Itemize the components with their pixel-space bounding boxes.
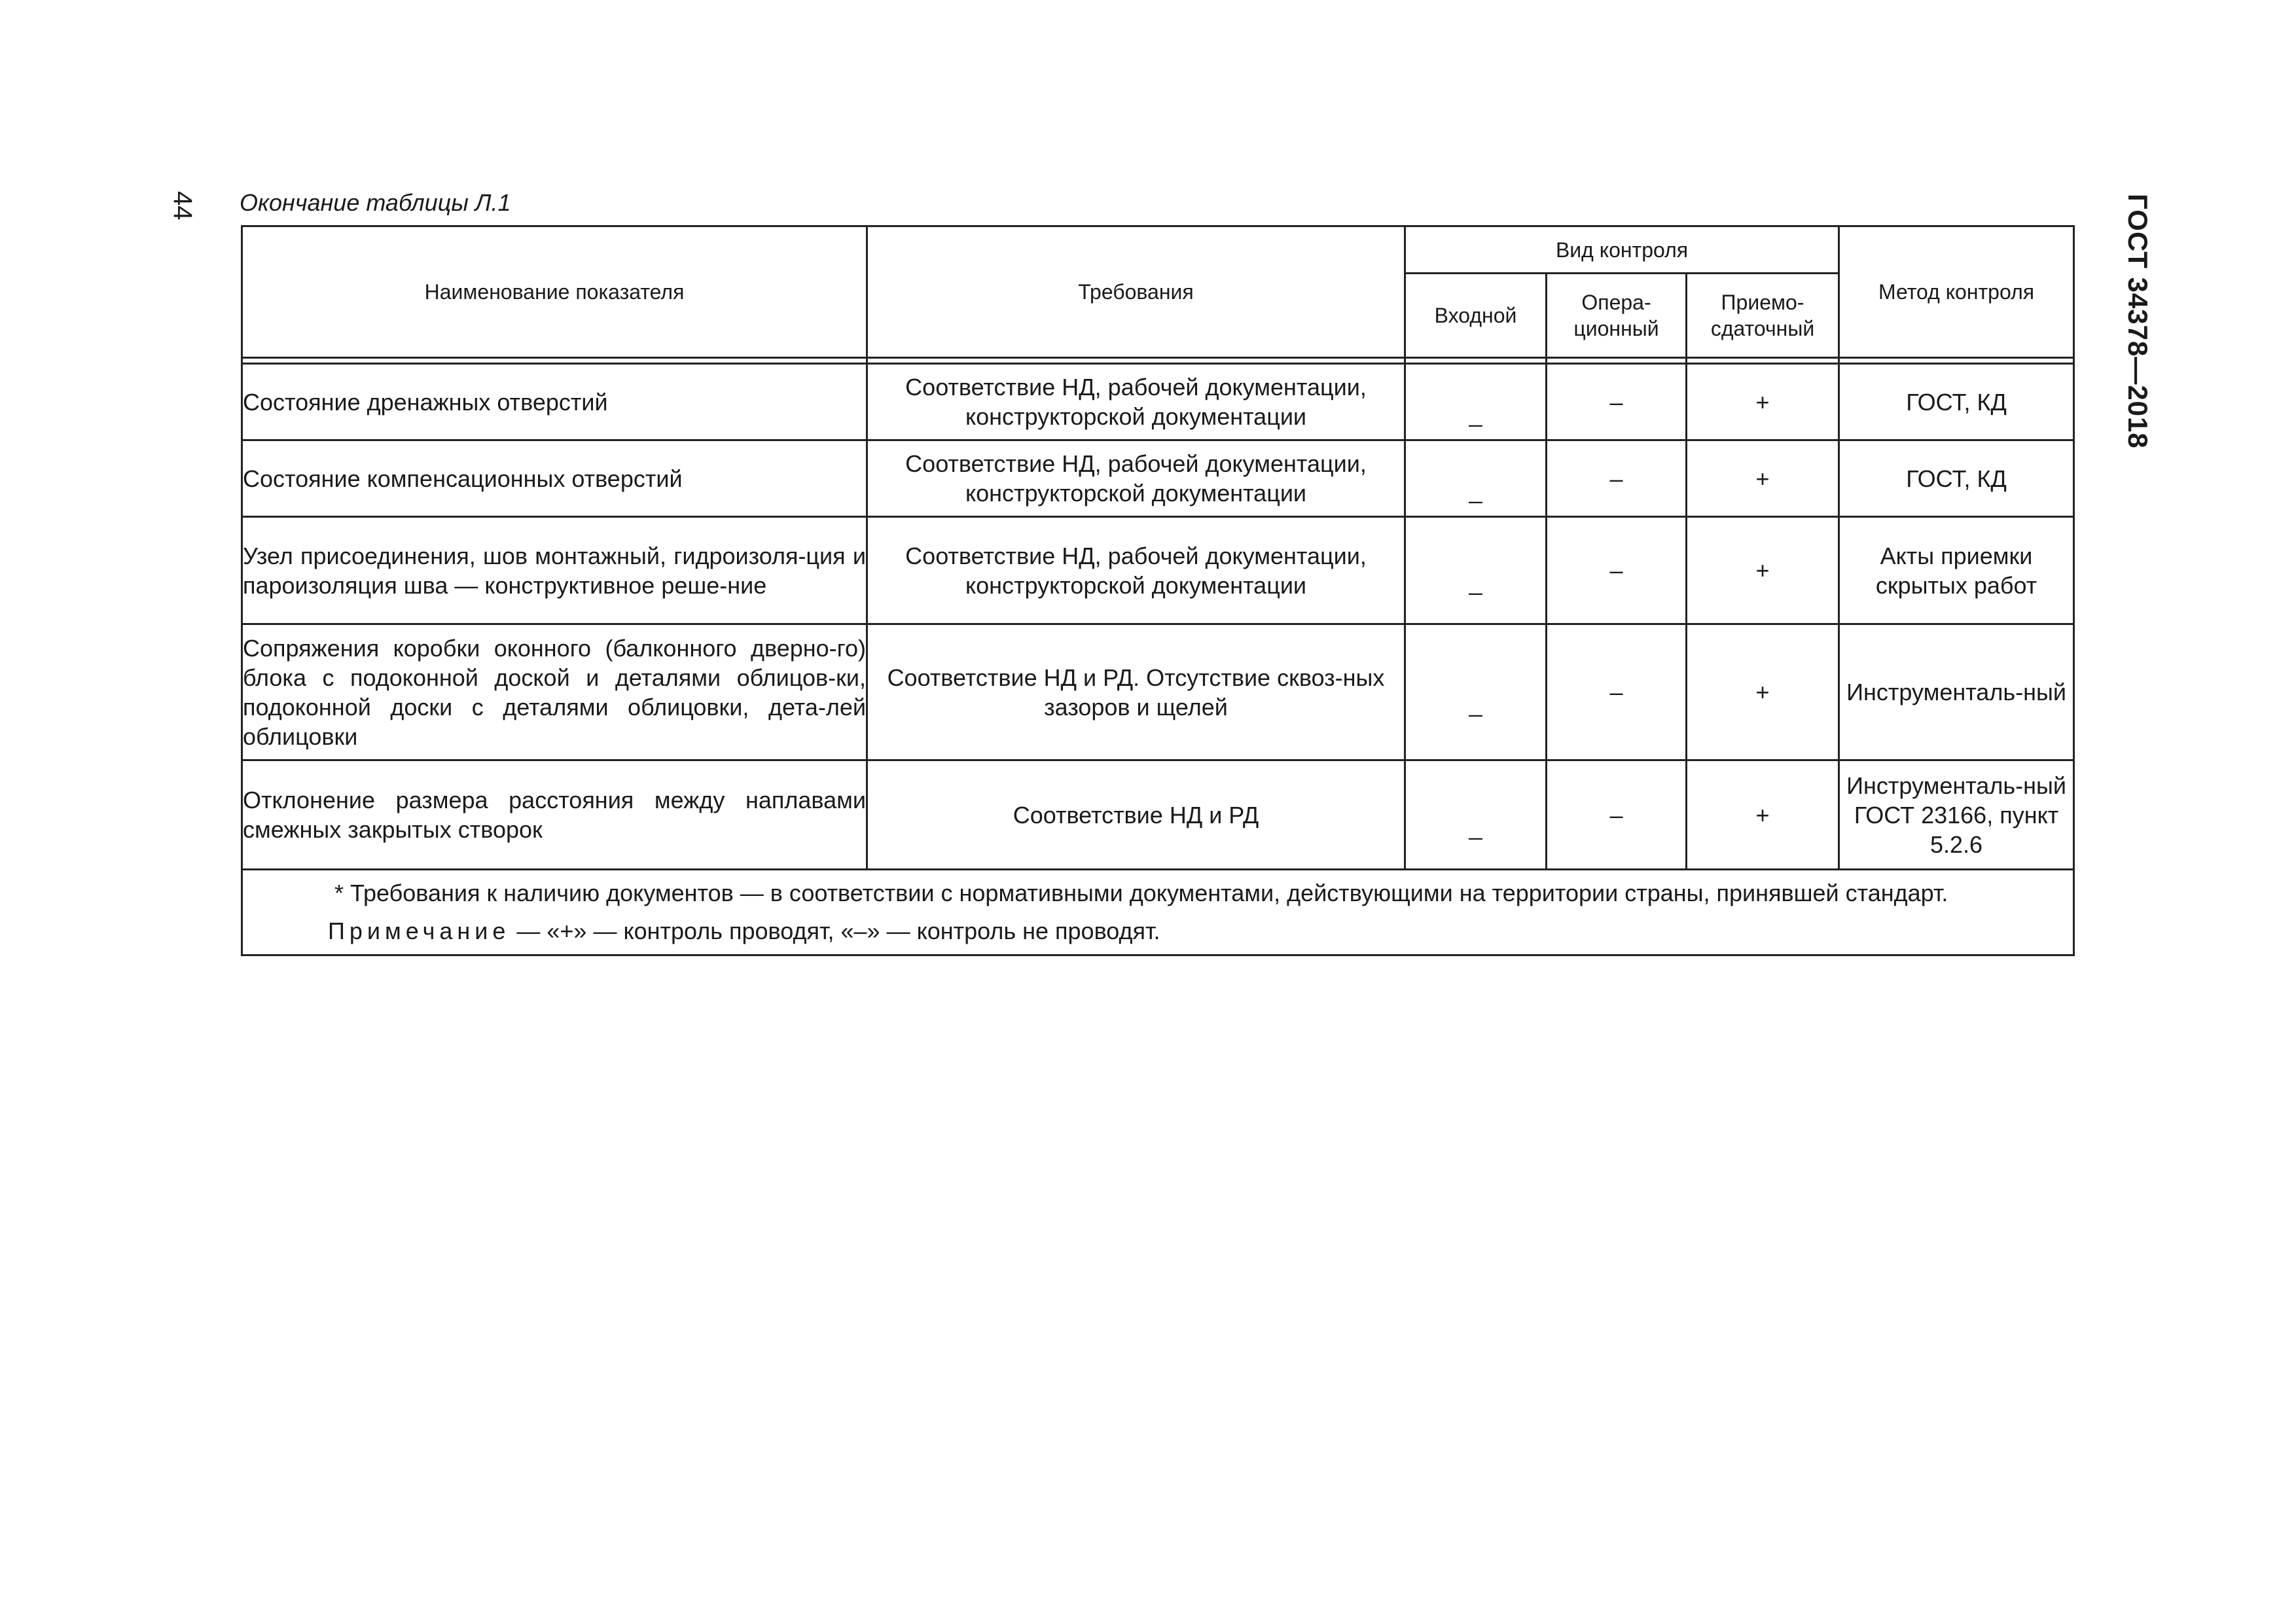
row-method: Акты приемки скрытых работ — [1839, 517, 2074, 624]
control-table — [241, 225, 2075, 956]
header-name: Наименование показателя — [242, 226, 867, 358]
row-requirements: Соответствие НД, рабочей документации, конструкторской документации — [867, 440, 1405, 517]
row-incoming — [1405, 440, 1547, 517]
header-acceptance-line2: сдаточный — [1710, 317, 1815, 340]
row-name: Узел присоединения, шов монтажный, гидроизоля-ция и пароизоляция шва — конструктивное реше-ние — [242, 517, 867, 624]
header-operational-line2: ционный — [1573, 317, 1659, 340]
header-incoming-text: Входной — [1434, 304, 1517, 327]
row-name: Состояние дренажных отверстий — [242, 364, 867, 440]
row-incoming — [1405, 624, 1547, 760]
row-acceptance: + — [1687, 624, 1839, 760]
row-method: Инструменталь-ный — [1839, 624, 2074, 760]
row-method: Инструменталь-ный ГОСТ 23166, пункт 5.2.6 — [1839, 760, 2074, 870]
row-acceptance: + — [1687, 440, 1839, 517]
row-name: Сопряжения коробки оконного (балконного дверно-го) блока с подоконной доской и деталями облицов-ки, подоконной доски с деталями облицовки, дета-лей облицовки — [242, 624, 867, 760]
row-requirements: Соответствие НД, рабочей документации, конструкторской документации — [867, 364, 1405, 440]
row-method: ГОСТ, КД — [1839, 364, 2074, 440]
standard-designation: ГОСТ 34378—2018 — [2123, 194, 2153, 449]
header-method: Метод контроля — [1839, 226, 2074, 358]
note-text: — «+» — контроль проводят, «–» — контроль не проводят. — [510, 918, 1160, 944]
row-incoming-mark: _ — [1469, 690, 1482, 717]
row-requirements: Соответствие НД, рабочей документации, конструкторской документации — [867, 517, 1405, 624]
row-requirements: Соответствие НД и РД. Отсутствие сквоз-ных зазоров и щелей — [867, 624, 1405, 760]
row-operational: – — [1547, 364, 1687, 440]
table-footer-row — [242, 870, 2074, 955]
header-incoming — [1405, 274, 1547, 358]
header-control-type: Вид контроля — [1405, 226, 1839, 274]
row-name: Состояние компенсационных отверстий — [242, 440, 867, 517]
row-operational: – — [1547, 760, 1687, 870]
row-incoming-mark: _ — [1469, 813, 1482, 840]
control-table-container — [241, 225, 2073, 956]
table-row — [242, 440, 2074, 517]
row-method: ГОСТ, КД — [1839, 440, 2074, 517]
note — [243, 912, 2073, 950]
row-operational: – — [1547, 624, 1687, 760]
row-incoming-mark: _ — [1469, 569, 1482, 596]
row-operational: – — [1547, 440, 1687, 517]
table-row — [242, 760, 2074, 870]
row-requirements: Соответствие НД и РД — [867, 760, 1405, 870]
note-label: Примечание — [328, 918, 511, 944]
header-operational-line1: Опера- — [1581, 291, 1651, 314]
table-row — [242, 624, 2074, 760]
header-operational — [1547, 274, 1687, 358]
row-incoming — [1405, 760, 1547, 870]
table-row — [242, 517, 2074, 624]
page-number: 44 — [168, 191, 197, 221]
row-incoming-mark: _ — [1469, 476, 1482, 504]
header-acceptance-line1: Приемо- — [1721, 291, 1804, 314]
row-acceptance: + — [1687, 760, 1839, 870]
row-operational: – — [1547, 517, 1687, 624]
row-name: Отклонение размера расстояния между наплавами смежных закрытых створок — [242, 760, 867, 870]
row-incoming — [1405, 517, 1547, 624]
row-acceptance: + — [1687, 364, 1839, 440]
row-incoming-mark: _ — [1469, 400, 1482, 427]
table-row — [242, 364, 2074, 440]
table-caption: Окончание таблицы Л.1 — [240, 189, 511, 216]
footnote: * Требования к наличию документов — в соответствии с нормативными документами, действующими на территории страны, принявшей стандарт. — [334, 880, 1948, 906]
header-acceptance — [1687, 274, 1839, 358]
table-footer — [242, 870, 2074, 955]
row-incoming — [1405, 364, 1547, 440]
header-separator — [242, 358, 2074, 364]
header-requirements: Требования — [867, 226, 1405, 358]
header-row — [242, 226, 2074, 274]
row-acceptance: + — [1687, 517, 1839, 624]
